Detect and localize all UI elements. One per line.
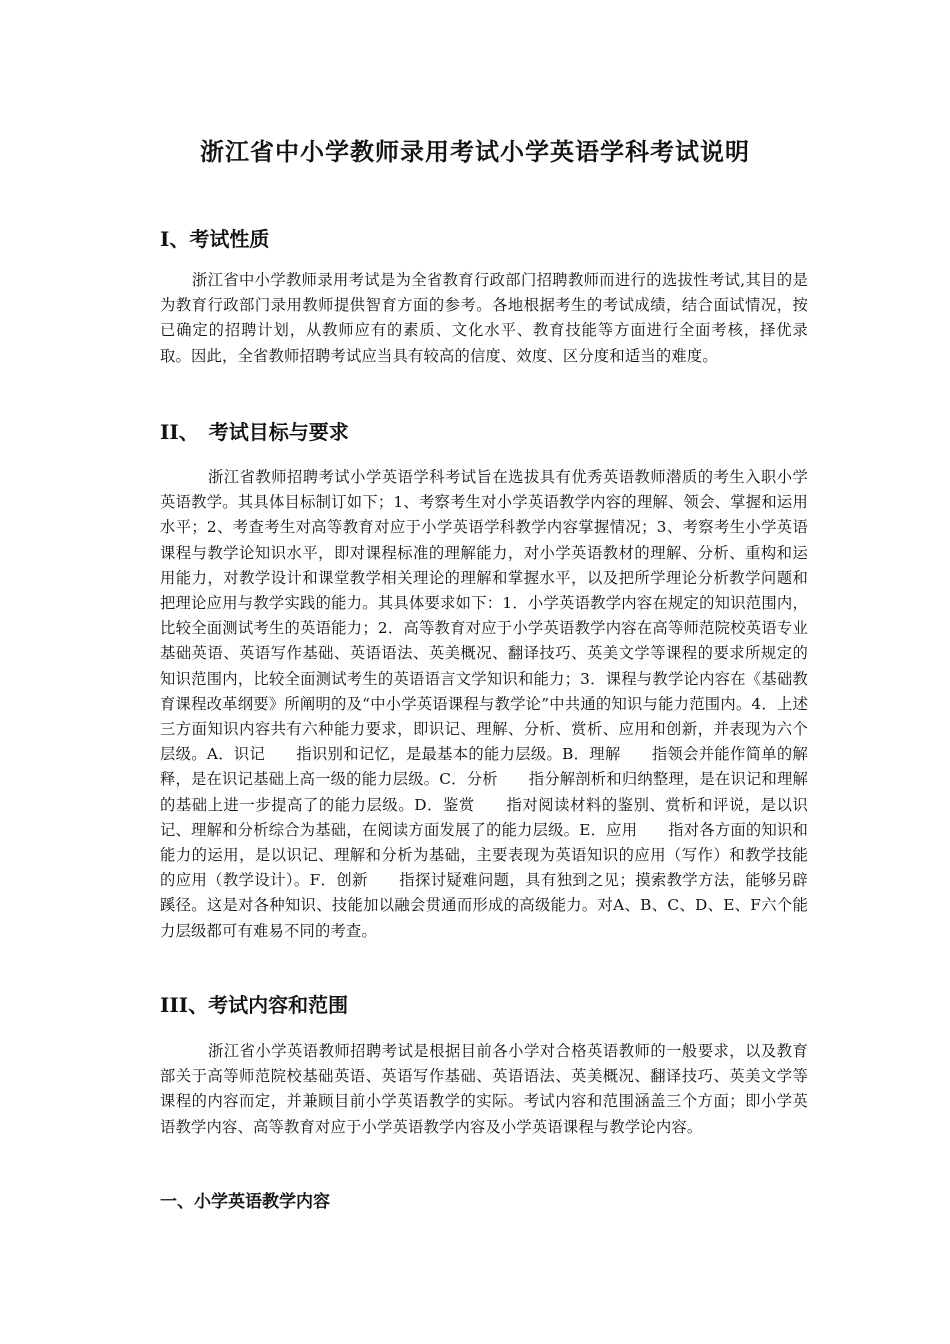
document-title: 浙江省中小学教师录用考试小学英语学科考试说明 [200, 137, 750, 166]
section-1-heading: Ⅰ、考试性质 [160, 227, 270, 251]
section-2-heading: II、 考试目标与要求 [160, 420, 349, 444]
section-2-paragraph: 浙江省教师招聘考试小学英语学科考试旨在选拔具有优秀英语教师潜质的考生入职小学英语教学。其具体目标制订如下；1、考察考生对小学英语教学内容的理解、领会、掌握和运用水平；2、考查考生对高等教育对应于小学英语学科教学内容掌握情况；3、考察考生小学英语课程与教学论知识水平，即对课程标准的理解能力，对小学英语教材的理解、分析、重构和运用能力，对教学设计和课堂教学相关理论的理解和掌握水平，以及把所学理论分析教学问题和把理论应用与教学实践的能力。其具体要求如下：1．小学英语教学内容在规定的知识范围内，比较全面测试考生的英语能力；2．高等教育对应于小学英语教学内容在高等师范院校英语专业基础英语、英语写作基础、英语语法、英美概况、翻译技巧、英美文学等课程的要求所规定的知识范围内，比较全面测试考生的英语语言文学知识和能力；3．课程与教学论内容在《基础教育课程改革纲要》所阐明的及“中小学英语课程与教学论”中共通的知识与能力范围内。4．上述三方面知识内容共有六种能力要求，即识记、理解、分析、赏析、应用和创新，并表现为六个层级。A．识记 指识别和记忆，是最基本的能力层级。B．理解 指领会并能作简单的解释，是在识记基础上高一级的能力层级。C．分析 指分解剖析和归纳整理，是在识记和理解的基础上进一步提高了的能力层级。D．鉴赏 指对阅读材料的鉴别、赏析和评说，是以识记、理解和分析综合为基础，在阅读方面发展了的能力层级。E．应用 指对各方面的知识和能力的运用，是以识记、理解和分析为基础，主要表现为英语知识的应用（写作）和教学技能的应用（教学设计）。F．创新 指探讨疑难问题，具有独到之见；摸索教学方法，能够另辟蹊径。这是对各种知识、技能加以融会贯通而形成的高级能力。对A、B、C、D、E、F六个能力层级都可有难易不同的考查。 [160, 468, 808, 940]
section-3-subheading: 一、小学英语教学内容 [160, 1192, 330, 1212]
section-3-heading: III、考试内容和范围 [160, 993, 349, 1017]
section-3-paragraph: 浙江省小学英语教师招聘考试是根据目前各小学对合格英语教师的一般要求，以及教育部关于高等师范院校基础英语、英语写作基础、英语语法、英美概况、翻译技巧、英美文学等课程的内容而定，并兼顾目前小学英语教学的实际。考试内容和范围涵盖三个方面；即小学英语教学内容、高等教育对应于小学英语教学内容及小学英语课程与教学论内容。 [160, 1042, 808, 1136]
section-1-paragraph: 浙江省中小学教师录用考试是为全省教育行政部门招聘教师而进行的选拔性考试,其目的是为教育行政部门录用教师提供智育方面的参考。各地根据考生的考试成绩，结合面试情况，按已确定的招聘计划，从教师应有的素质、文化水平、教育技能等方面进行全面考核，择优录取。因此，全省教师招聘考试应当具有较高的信度、效度、区分度和适当的难度。 [160, 271, 808, 365]
